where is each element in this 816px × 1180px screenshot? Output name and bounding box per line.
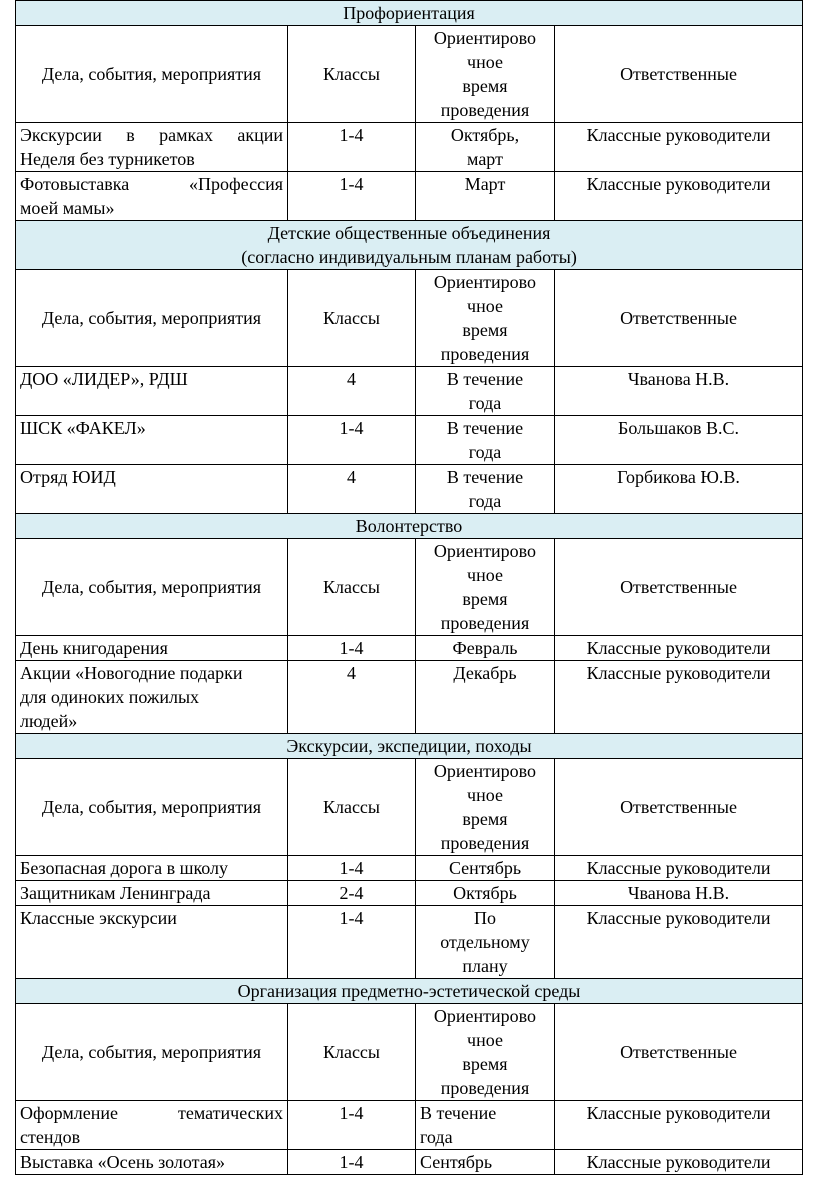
- table-row: [16, 416, 803, 465]
- cell-line: Октябрь: [453, 883, 517, 903]
- responsible-cell: Классные руководители: [555, 636, 803, 661]
- table-row: [16, 906, 803, 979]
- cell-line: время: [462, 809, 508, 829]
- header-responsible: Ответственные: [555, 1004, 803, 1101]
- classes-cell: 1-4: [288, 906, 416, 979]
- time-cell: [416, 367, 555, 416]
- activity-cell: [16, 1101, 288, 1150]
- table-row: [16, 465, 803, 514]
- cell-line: В течение: [446, 418, 524, 438]
- classes-cell: 1-4: [288, 636, 416, 661]
- activity-cell: [16, 906, 288, 979]
- responsible-cell: Классные руководители: [555, 856, 803, 881]
- table-row: [16, 1150, 803, 1175]
- cell-line: проведения: [440, 100, 530, 120]
- plan-table-body: [16, 1, 803, 1175]
- header-classes: Классы: [288, 759, 416, 856]
- cell-line: плану: [462, 956, 508, 976]
- header-responsible: Ответственные: [555, 270, 803, 367]
- time-cell: [416, 416, 555, 465]
- cell-line: Октябрь,: [450, 125, 520, 145]
- cell-line: Март: [464, 174, 506, 194]
- time-cell: [416, 661, 555, 734]
- time-cell: [416, 881, 555, 906]
- responsible-cell: Чванова Н.В.: [555, 881, 803, 906]
- responsible-cell: Большаков В.С.: [555, 416, 803, 465]
- classes-cell: 4: [288, 367, 416, 416]
- activity-line: Безопасная дорога в школу: [20, 858, 229, 878]
- header-row: [16, 539, 803, 636]
- classes-cell: 4: [288, 661, 416, 734]
- time-cell: [416, 636, 555, 661]
- time-cell: [416, 123, 555, 172]
- header-responsible: Ответственные: [555, 759, 803, 856]
- activity-line: День книгодарения: [20, 638, 168, 658]
- activity-cell: [16, 367, 288, 416]
- cell-line: Волонтерство: [355, 516, 463, 536]
- activity-line: Защитникам Ленинграда: [20, 883, 211, 903]
- responsible-cell: Классные руководители: [555, 172, 803, 221]
- table-row: [16, 367, 803, 416]
- header-responsible: Ответственные: [555, 26, 803, 123]
- table-row: [16, 881, 803, 906]
- header-activities: Дела, события, мероприятия: [16, 1004, 288, 1101]
- cell-line: года: [468, 491, 502, 511]
- cell-line: время: [462, 589, 508, 609]
- cell-line: года: [420, 1127, 453, 1147]
- section-title-row: [16, 734, 803, 759]
- cell-line: проведения: [440, 833, 530, 853]
- header-time: [416, 759, 555, 856]
- header-activities: Дела, события, мероприятия: [16, 26, 288, 123]
- plan-table: [15, 0, 803, 1175]
- activity-line: Выставка «Осень золотая»: [20, 1152, 226, 1172]
- cell-line: Февраль: [452, 638, 518, 658]
- cell-line: Ориентирово: [433, 541, 537, 561]
- cell-line: В течение: [446, 467, 524, 487]
- activity-cell: [16, 172, 288, 221]
- header-time: [416, 270, 555, 367]
- activity-line: людей»: [20, 711, 78, 731]
- cell-line: Ориентирово: [433, 28, 537, 48]
- cell-line: чное: [467, 785, 503, 805]
- cell-line: Сентябрь: [420, 1152, 493, 1172]
- cell-line: чное: [467, 1030, 503, 1050]
- responsible-cell: Чванова Н.В.: [555, 367, 803, 416]
- section-title: [16, 221, 803, 270]
- header-classes: Классы: [288, 1004, 416, 1101]
- responsible-cell: Классные руководители: [555, 1150, 803, 1175]
- cell-line: время: [462, 1054, 508, 1074]
- header-activities: Дела, события, мероприятия: [16, 539, 288, 636]
- cell-line: чное: [467, 52, 503, 72]
- table-row: [16, 123, 803, 172]
- responsible-cell: Классные руководители: [555, 906, 803, 979]
- header-classes: Классы: [288, 270, 416, 367]
- activity-line: стендов: [20, 1127, 81, 1147]
- header-activities: Дела, события, мероприятия: [16, 759, 288, 856]
- cell-line: В течение: [446, 369, 524, 389]
- header-row: [16, 270, 803, 367]
- cell-line: Профориентация: [343, 3, 475, 23]
- activity-line: Акции «Новогодние подарки: [20, 663, 243, 683]
- cell-line: Детские общественные объединения: [267, 223, 551, 243]
- activity-cell: [16, 1150, 288, 1175]
- cell-line: (согласно индивидуальным планам работы): [241, 247, 577, 267]
- cell-line: время: [462, 76, 508, 96]
- activity-line: Экскурсии в рамках акции: [20, 125, 283, 145]
- header-row: [16, 1004, 803, 1101]
- activity-cell: [16, 416, 288, 465]
- cell-line: Ориентирово: [433, 272, 537, 292]
- section-title: [16, 1, 803, 26]
- cell-line: года: [468, 442, 502, 462]
- cell-line: Организация предметно-эстетической среды: [237, 981, 581, 1001]
- section-title: [16, 734, 803, 759]
- header-classes: Классы: [288, 539, 416, 636]
- classes-cell: 1-4: [288, 856, 416, 881]
- classes-cell: 2-4: [288, 881, 416, 906]
- classes-cell: 1-4: [288, 172, 416, 221]
- activity-line: для одиноких пожилых: [20, 687, 200, 707]
- activity-line: ДОО «ЛИДЕР», РДШ: [20, 369, 188, 389]
- time-cell: [416, 172, 555, 221]
- header-activities: Дела, события, мероприятия: [16, 270, 288, 367]
- cell-line: Экскурсии, экспедиции, походы: [286, 736, 532, 756]
- cell-line: чное: [467, 296, 503, 316]
- activity-line: Оформление тематических: [20, 1103, 283, 1123]
- time-cell: [416, 465, 555, 514]
- classes-cell: 1-4: [288, 416, 416, 465]
- classes-cell: 1-4: [288, 1101, 416, 1150]
- activity-line: Классные экскурсии: [20, 908, 177, 928]
- activity-line: Неделя без турникетов: [20, 149, 195, 169]
- activity-line: моей мамы»: [20, 198, 115, 218]
- header-row: [16, 759, 803, 856]
- cell-line: года: [468, 393, 502, 413]
- cell-line: В течение: [420, 1103, 497, 1123]
- section-title-row: [16, 979, 803, 1004]
- cell-line: проведения: [440, 613, 530, 633]
- activity-cell: [16, 856, 288, 881]
- activity-cell: [16, 661, 288, 734]
- section-title: [16, 514, 803, 539]
- table-row: [16, 856, 803, 881]
- table-row: [16, 172, 803, 221]
- cell-line: Ориентирово: [433, 1006, 537, 1026]
- cell-line: Ориентирово: [433, 761, 537, 781]
- header-time: [416, 539, 555, 636]
- responsible-cell: Горбикова Ю.В.: [555, 465, 803, 514]
- header-time: [416, 1004, 555, 1101]
- time-cell: [416, 906, 555, 979]
- section-title: [16, 979, 803, 1004]
- section-title-row: [16, 514, 803, 539]
- activity-line: Фотовыставка «Профессия: [20, 174, 283, 194]
- activity-line: ШСК «ФАКЕЛ»: [20, 418, 146, 438]
- cell-line: Декабрь: [453, 663, 517, 683]
- cell-line: март: [467, 149, 503, 169]
- table-row: [16, 636, 803, 661]
- time-cell: [416, 1150, 555, 1175]
- header-row: [16, 26, 803, 123]
- activity-cell: [16, 123, 288, 172]
- section-title-row: [16, 221, 803, 270]
- cell-line: проведения: [440, 344, 530, 364]
- section-title-row: [16, 1, 803, 26]
- responsible-cell: Классные руководители: [555, 123, 803, 172]
- header-classes: Классы: [288, 26, 416, 123]
- header-time: [416, 26, 555, 123]
- responsible-cell: Классные руководители: [555, 661, 803, 734]
- cell-line: проведения: [440, 1078, 530, 1098]
- header-responsible: Ответственные: [555, 539, 803, 636]
- cell-line: время: [462, 320, 508, 340]
- time-cell: [416, 856, 555, 881]
- classes-cell: 1-4: [288, 123, 416, 172]
- cell-line: чное: [467, 565, 503, 585]
- activity-line: Отряд ЮИД: [20, 467, 116, 487]
- time-cell: [416, 1101, 555, 1150]
- classes-cell: 1-4: [288, 1150, 416, 1175]
- activity-cell: [16, 636, 288, 661]
- activity-cell: [16, 881, 288, 906]
- table-row: [16, 661, 803, 734]
- table-row: [16, 1101, 803, 1150]
- responsible-cell: Классные руководители: [555, 1101, 803, 1150]
- cell-line: отдельному: [440, 932, 530, 952]
- classes-cell: 4: [288, 465, 416, 514]
- cell-line: По: [474, 908, 496, 928]
- activity-cell: [16, 465, 288, 514]
- cell-line: Сентябрь: [448, 858, 522, 878]
